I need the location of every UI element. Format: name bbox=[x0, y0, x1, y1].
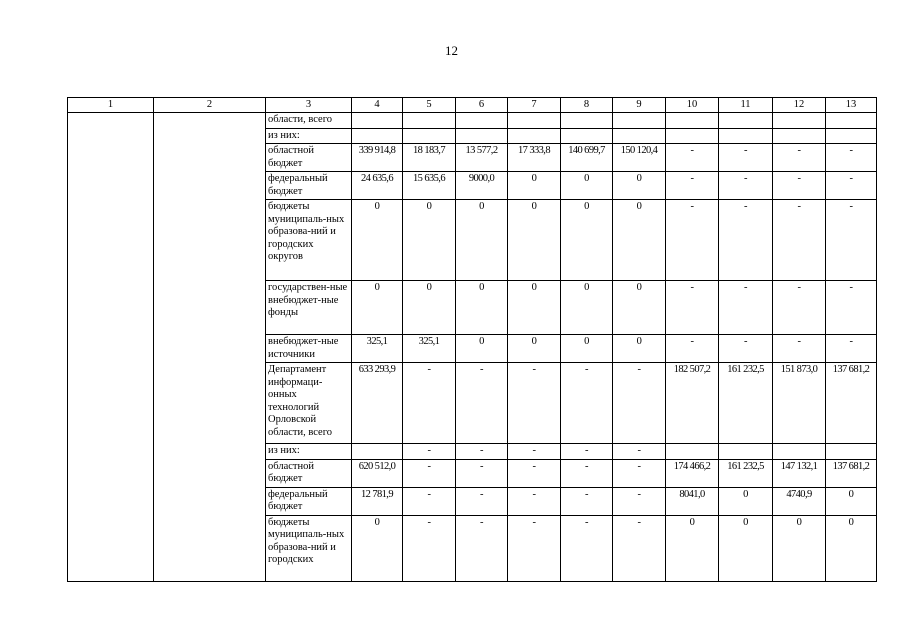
value-cell bbox=[666, 128, 719, 144]
value-cell: - bbox=[826, 172, 877, 200]
value-cell: 174 466,2 bbox=[666, 459, 719, 487]
column-header: 6 bbox=[456, 98, 508, 113]
value-cell: 0 bbox=[719, 487, 773, 515]
value-cell: - bbox=[666, 281, 719, 335]
value-cell bbox=[352, 113, 403, 129]
value-cell: - bbox=[773, 144, 826, 172]
value-cell: 325,1 bbox=[352, 335, 403, 363]
value-cell bbox=[666, 113, 719, 129]
value-cell: 633 293,9 bbox=[352, 363, 403, 444]
value-cell: 325,1 bbox=[403, 335, 456, 363]
value-cell: 9000,0 bbox=[456, 172, 508, 200]
value-cell: - bbox=[456, 515, 508, 581]
value-cell bbox=[508, 128, 561, 144]
column-header: 1 bbox=[68, 98, 154, 113]
value-cell: 0 bbox=[561, 281, 613, 335]
value-cell: 147 132,1 bbox=[773, 459, 826, 487]
value-cell: - bbox=[826, 281, 877, 335]
value-cell: 0 bbox=[773, 515, 826, 581]
value-cell: 0 bbox=[352, 515, 403, 581]
value-cell bbox=[826, 128, 877, 144]
column-header: 9 bbox=[613, 98, 666, 113]
value-cell bbox=[826, 113, 877, 129]
value-cell: 0 bbox=[561, 172, 613, 200]
value-cell: 0 bbox=[508, 200, 561, 281]
value-cell: - bbox=[403, 363, 456, 444]
value-cell: 137 681,2 bbox=[826, 363, 877, 444]
value-cell: 0 bbox=[456, 281, 508, 335]
source-name-cell: государствен-ные внебюджет-ные фонды bbox=[266, 281, 352, 335]
source-name-cell: областной бюджет bbox=[266, 144, 352, 172]
value-cell: 12 781,9 bbox=[352, 487, 403, 515]
value-cell bbox=[456, 128, 508, 144]
value-cell: 0 bbox=[719, 515, 773, 581]
value-cell: - bbox=[403, 487, 456, 515]
value-cell: 0 bbox=[826, 515, 877, 581]
header-row bbox=[68, 98, 877, 113]
value-cell bbox=[773, 128, 826, 144]
value-cell bbox=[826, 444, 877, 460]
value-cell: - bbox=[773, 172, 826, 200]
value-cell: - bbox=[666, 144, 719, 172]
value-cell: 17 333,8 bbox=[508, 144, 561, 172]
value-cell bbox=[561, 128, 613, 144]
value-cell: 339 914,8 bbox=[352, 144, 403, 172]
value-cell: 0 bbox=[666, 515, 719, 581]
value-cell: 8041,0 bbox=[666, 487, 719, 515]
value-cell: - bbox=[456, 487, 508, 515]
source-name-cell: бюджеты муниципаль-ных образова-ний и городских округов bbox=[266, 200, 352, 281]
table-body bbox=[68, 113, 877, 582]
value-cell: - bbox=[613, 459, 666, 487]
source-name-cell: из них: bbox=[266, 128, 352, 144]
value-cell bbox=[719, 444, 773, 460]
value-cell: - bbox=[719, 144, 773, 172]
value-cell: 24 635,6 bbox=[352, 172, 403, 200]
value-cell: 0 bbox=[352, 200, 403, 281]
value-cell: 151 873,0 bbox=[773, 363, 826, 444]
value-cell: - bbox=[561, 459, 613, 487]
source-name-cell: Департамент информаци-онных технологий Орловской области, всего bbox=[266, 363, 352, 444]
value-cell bbox=[773, 444, 826, 460]
value-cell: - bbox=[613, 515, 666, 581]
value-cell: - bbox=[561, 487, 613, 515]
value-cell: - bbox=[508, 515, 561, 581]
source-name-cell: бюджеты муниципаль-ных образова-ний и городских bbox=[266, 515, 352, 581]
value-cell: - bbox=[561, 515, 613, 581]
column-header: 5 bbox=[403, 98, 456, 113]
value-cell: - bbox=[613, 363, 666, 444]
value-cell: - bbox=[456, 459, 508, 487]
value-cell: - bbox=[719, 200, 773, 281]
value-cell bbox=[773, 113, 826, 129]
value-cell: - bbox=[456, 363, 508, 444]
value-cell: 0 bbox=[561, 200, 613, 281]
value-cell: 0 bbox=[508, 335, 561, 363]
value-cell bbox=[352, 444, 403, 460]
column-header: 10 bbox=[666, 98, 719, 113]
value-cell: - bbox=[561, 363, 613, 444]
value-cell: - bbox=[456, 444, 508, 460]
value-cell: 137 681,2 bbox=[826, 459, 877, 487]
value-cell: 0 bbox=[613, 281, 666, 335]
value-cell: - bbox=[719, 281, 773, 335]
value-cell: 0 bbox=[561, 335, 613, 363]
value-cell: 0 bbox=[613, 172, 666, 200]
column-header: 3 bbox=[266, 98, 352, 113]
value-cell: - bbox=[613, 444, 666, 460]
source-name-cell: внебюджет-ные источники bbox=[266, 335, 352, 363]
column-header: 2 bbox=[154, 98, 266, 113]
value-cell: 0 bbox=[508, 281, 561, 335]
value-cell: 4740,9 bbox=[773, 487, 826, 515]
source-name-cell: области, всего bbox=[266, 113, 352, 129]
column-header: 11 bbox=[719, 98, 773, 113]
column-header: 7 bbox=[508, 98, 561, 113]
page-number: 12 bbox=[445, 43, 458, 58]
value-cell: - bbox=[666, 200, 719, 281]
value-cell: 150 120,4 bbox=[613, 144, 666, 172]
value-cell: 0 bbox=[826, 487, 877, 515]
value-cell: 140 699,7 bbox=[561, 144, 613, 172]
value-cell bbox=[719, 113, 773, 129]
value-cell: - bbox=[613, 487, 666, 515]
value-cell: - bbox=[773, 335, 826, 363]
value-cell: 620 512,0 bbox=[352, 459, 403, 487]
value-cell: 0 bbox=[352, 281, 403, 335]
column-header: 4 bbox=[352, 98, 403, 113]
value-cell: - bbox=[403, 459, 456, 487]
source-name-cell: областной бюджет bbox=[266, 459, 352, 487]
value-cell: - bbox=[826, 144, 877, 172]
value-cell: 0 bbox=[613, 200, 666, 281]
value-cell: - bbox=[508, 444, 561, 460]
value-cell bbox=[508, 113, 561, 129]
value-cell: - bbox=[666, 335, 719, 363]
value-cell: - bbox=[773, 281, 826, 335]
value-cell: - bbox=[508, 459, 561, 487]
value-cell: 13 577,2 bbox=[456, 144, 508, 172]
column-header: 8 bbox=[561, 98, 613, 113]
value-cell bbox=[666, 444, 719, 460]
value-cell: - bbox=[508, 363, 561, 444]
value-cell bbox=[456, 113, 508, 129]
value-cell bbox=[613, 128, 666, 144]
value-cell bbox=[403, 128, 456, 144]
value-cell: 15 635,6 bbox=[403, 172, 456, 200]
value-cell: 0 bbox=[456, 200, 508, 281]
value-cell: 0 bbox=[403, 281, 456, 335]
column-1-cell bbox=[68, 113, 154, 582]
value-cell: - bbox=[826, 335, 877, 363]
value-cell: - bbox=[719, 172, 773, 200]
source-name-cell: федеральный бюджет bbox=[266, 487, 352, 515]
column-header: 13 bbox=[826, 98, 877, 113]
source-name-cell: из них: bbox=[266, 444, 352, 460]
value-cell: 0 bbox=[403, 200, 456, 281]
value-cell: - bbox=[561, 444, 613, 460]
value-cell bbox=[403, 113, 456, 129]
value-cell: - bbox=[826, 200, 877, 281]
column-header: 12 bbox=[773, 98, 826, 113]
value-cell: - bbox=[508, 487, 561, 515]
value-cell bbox=[613, 113, 666, 129]
value-cell: - bbox=[403, 444, 456, 460]
value-cell: 0 bbox=[613, 335, 666, 363]
value-cell: - bbox=[403, 515, 456, 581]
value-cell: 182 507,2 bbox=[666, 363, 719, 444]
budget-table bbox=[67, 97, 877, 582]
value-cell: 0 bbox=[508, 172, 561, 200]
value-cell: 0 bbox=[456, 335, 508, 363]
column-2-cell bbox=[154, 113, 266, 582]
table-row bbox=[68, 113, 877, 129]
value-cell bbox=[561, 113, 613, 129]
value-cell bbox=[719, 128, 773, 144]
value-cell: - bbox=[666, 172, 719, 200]
value-cell: - bbox=[719, 335, 773, 363]
value-cell: 161 232,5 bbox=[719, 363, 773, 444]
value-cell: 18 183,7 bbox=[403, 144, 456, 172]
source-name-cell: федеральный бюджет bbox=[266, 172, 352, 200]
value-cell bbox=[352, 128, 403, 144]
value-cell: - bbox=[773, 200, 826, 281]
value-cell: 161 232,5 bbox=[719, 459, 773, 487]
